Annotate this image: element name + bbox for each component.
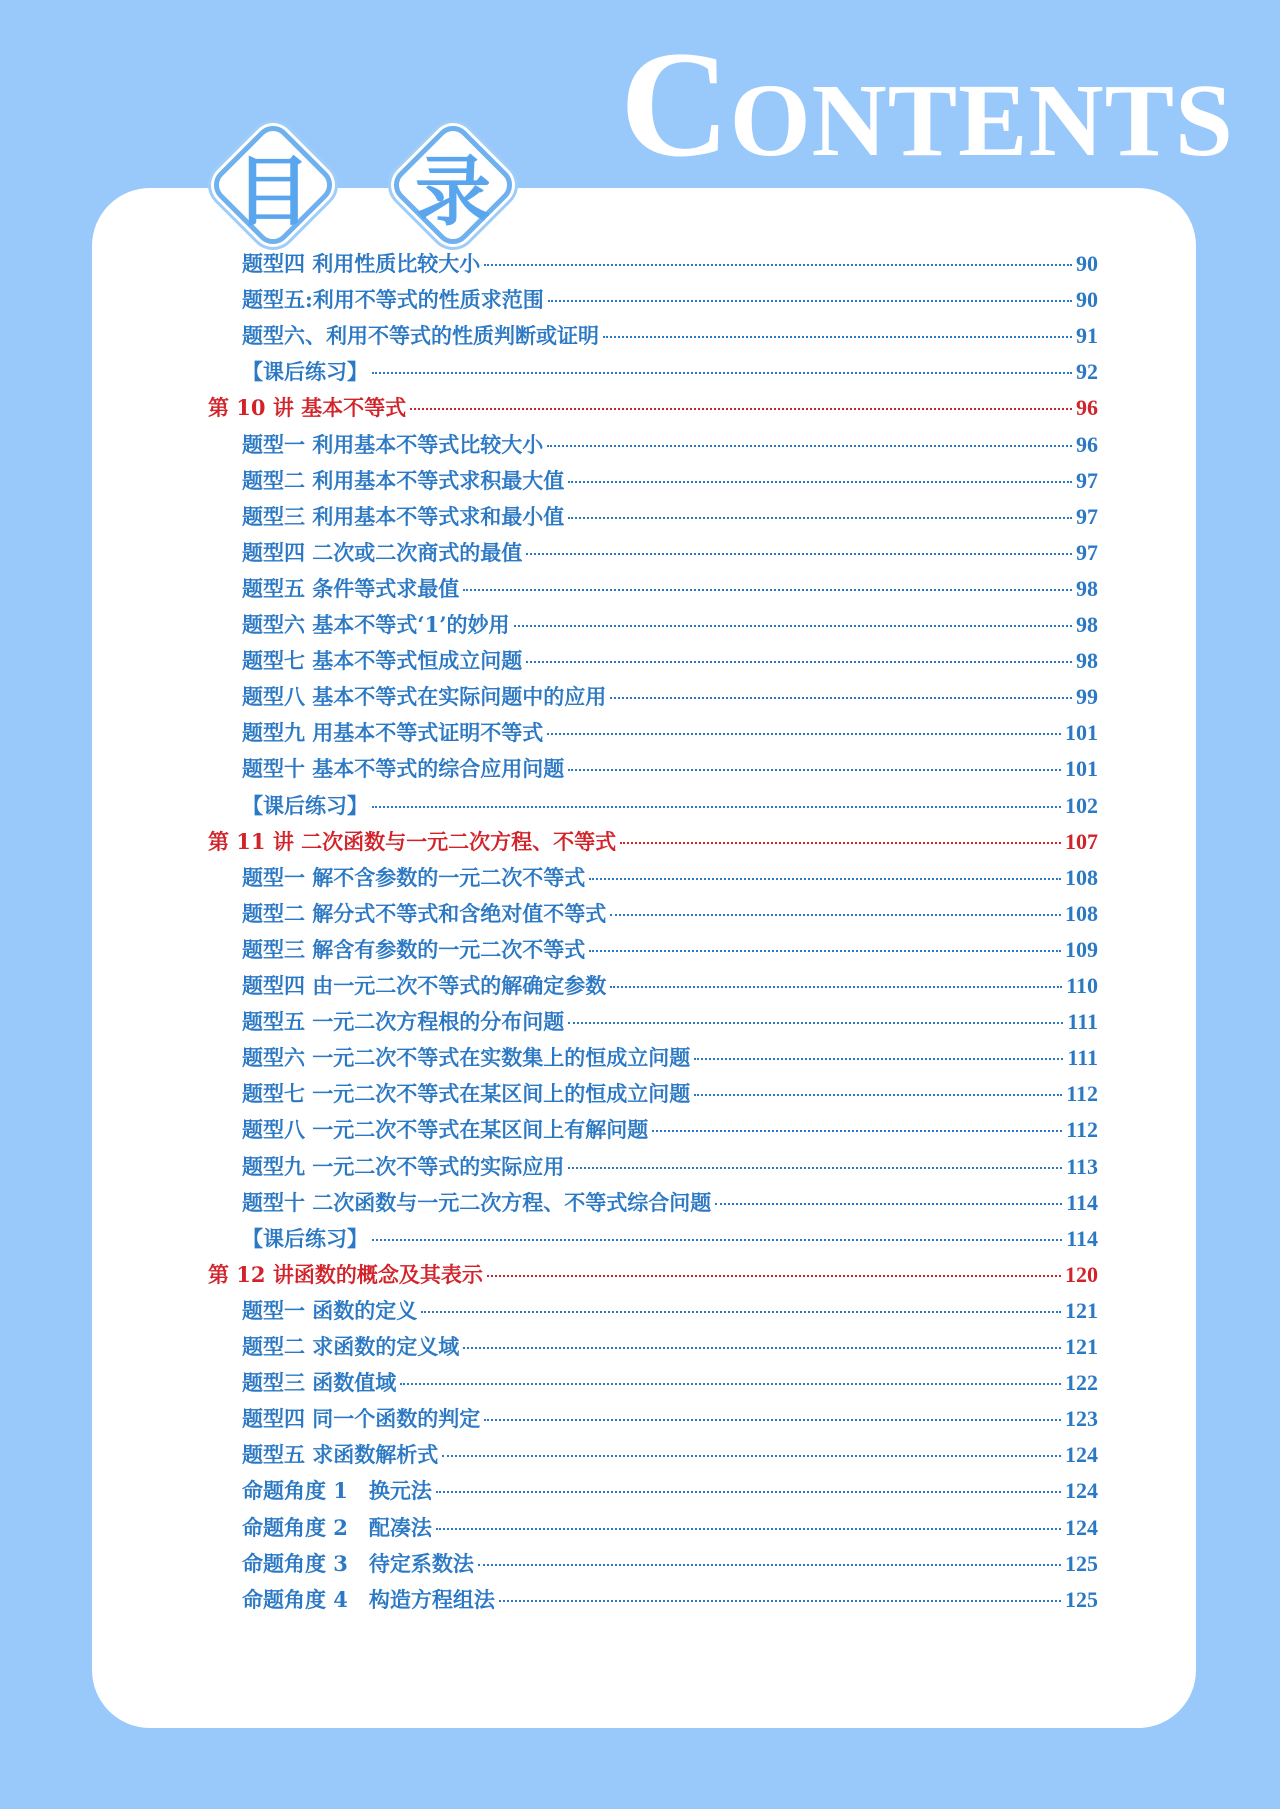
- toc-entry[interactable]: [242, 1295, 1098, 1325]
- toc-chapter-entry[interactable]: [208, 826, 1098, 856]
- toc-entry-page: 124: [1065, 1514, 1098, 1540]
- toc-entry[interactable]: [242, 429, 1098, 459]
- dot-leader: [568, 1167, 1062, 1169]
- dot-leader: [372, 806, 1061, 808]
- badge-lu-text: 录: [415, 146, 491, 236]
- toc-entry-label: 题型十 二次函数与一元二次方程、不等式综合问题: [242, 1189, 712, 1215]
- toc-entry-page: 90: [1076, 287, 1098, 313]
- toc-entry[interactable]: [242, 1151, 1098, 1181]
- toc-entry-label: 题型四 由一元二次不等式的解确定参数: [242, 973, 607, 998]
- dot-leader: [410, 408, 1072, 410]
- toc-entry-label: 题型八 一元二次不等式在某区间上有解问题: [242, 1117, 649, 1143]
- toc-entry[interactable]: [242, 1223, 1098, 1253]
- toc-entry-page: 98: [1076, 612, 1098, 637]
- toc-entry[interactable]: [242, 1331, 1098, 1361]
- toc-entry[interactable]: [242, 284, 1098, 314]
- dot-leader: [499, 1600, 1061, 1602]
- toc-entry-label: 【课后练习】: [242, 1225, 368, 1251]
- toc-entry-page: 111: [1067, 1045, 1098, 1071]
- badge-mu: [210, 122, 336, 248]
- toc-entry-page: 125: [1065, 1586, 1098, 1612]
- toc-entry-label: 第 11 讲 二次函数与一元二次方程、不等式: [208, 828, 617, 854]
- toc-entry-page: 121: [1065, 1297, 1098, 1323]
- dot-leader: [589, 950, 1061, 952]
- dot-leader: [694, 1058, 1063, 1060]
- toc-entry-page: 107: [1065, 828, 1098, 854]
- contents-title: [620, 20, 1234, 188]
- toc-entry[interactable]: [242, 1187, 1098, 1217]
- dot-leader: [484, 264, 1072, 266]
- toc-entry-page: 97: [1076, 467, 1098, 493]
- contents-title-initial: C: [620, 20, 730, 188]
- toc-entry-label: 题型四 利用性质比较大小: [242, 251, 481, 276]
- toc-entry[interactable]: [242, 717, 1098, 747]
- toc-entry-label: 题型十 基本不等式的综合应用问题: [242, 756, 565, 782]
- toc-entry[interactable]: [242, 1078, 1098, 1108]
- toc-entry-label: 题型一 利用基本不等式比较大小: [242, 431, 544, 457]
- toc-entry-page: 92: [1076, 359, 1098, 385]
- toc-entry-label: 题型五:利用不等式的性质求范围: [242, 287, 544, 313]
- dot-leader: [526, 661, 1072, 663]
- toc-entry-page: 112: [1066, 1117, 1098, 1143]
- toc-entry[interactable]: [242, 1548, 1098, 1578]
- dot-leader: [442, 1455, 1061, 1457]
- toc-entry[interactable]: [242, 1403, 1098, 1433]
- toc-entry-label: 命题角度 4 构造方程组法: [242, 1586, 495, 1612]
- toc-entry-label: 题型六、利用不等式的性质判断或证明: [242, 323, 599, 349]
- toc-entry-page: 98: [1076, 648, 1098, 674]
- toc-entry-page: 125: [1065, 1550, 1098, 1576]
- toc-entry[interactable]: [242, 248, 1098, 278]
- dot-leader: [400, 1383, 1061, 1385]
- toc-entry-label: 题型四 同一个函数的判定: [242, 1406, 481, 1432]
- toc-entry-page: 96: [1076, 395, 1098, 421]
- dot-leader: [610, 697, 1072, 699]
- toc-entry[interactable]: [242, 790, 1098, 820]
- toc-entry-label: 题型六 一元二次不等式在实数集上的恒成立问题: [242, 1045, 691, 1071]
- toc-entry-label: 题型一 解不含参数的一元二次不等式: [242, 864, 586, 890]
- toc-entry[interactable]: [242, 1367, 1098, 1397]
- toc-entry-page: 112: [1066, 1081, 1098, 1107]
- toc-entry-label: 【课后练习】: [242, 359, 368, 385]
- dot-leader: [620, 842, 1061, 844]
- toc-entry-page: 91: [1076, 323, 1098, 349]
- toc-entry-page: 101: [1065, 756, 1098, 782]
- toc-entry-page: 110: [1066, 973, 1098, 998]
- toc-entry-label: 题型七 基本不等式恒成立问题: [242, 648, 523, 674]
- toc-entry-page: 124: [1065, 1478, 1098, 1504]
- toc-entry-page: 122: [1065, 1370, 1098, 1396]
- dot-leader: [652, 1130, 1062, 1132]
- toc-entry-label: 题型五 条件等式求最值: [242, 575, 460, 601]
- dot-leader: [526, 553, 1072, 555]
- toc-entry-page: 90: [1076, 251, 1098, 276]
- toc-entry[interactable]: [242, 573, 1098, 603]
- toc-entry[interactable]: [242, 320, 1098, 350]
- toc-chapter-entry[interactable]: [208, 392, 1098, 422]
- dot-leader: [610, 986, 1062, 988]
- dot-leader: [548, 300, 1072, 302]
- toc-entry[interactable]: [242, 1042, 1098, 1072]
- dot-leader: [421, 1311, 1061, 1313]
- toc-entry[interactable]: [242, 753, 1098, 783]
- toc-entry-label: 题型六 基本不等式‘1’的妙用: [242, 612, 510, 637]
- toc-entry[interactable]: [242, 501, 1098, 531]
- toc-entry-page: 96: [1076, 431, 1098, 457]
- toc-entry[interactable]: [242, 898, 1098, 928]
- toc-entry[interactable]: [242, 1512, 1098, 1542]
- toc-entry[interactable]: [242, 609, 1098, 639]
- toc-entry-page: 102: [1065, 792, 1098, 818]
- toc-entry[interactable]: [242, 356, 1098, 386]
- badge-lu: [390, 122, 516, 248]
- toc-entry-page: 108: [1065, 900, 1098, 926]
- toc-entry[interactable]: [242, 1439, 1098, 1469]
- toc-entry-label: 题型一 函数的定义: [242, 1297, 418, 1323]
- toc-entry[interactable]: [242, 1475, 1098, 1505]
- dot-leader: [547, 733, 1061, 735]
- toc-entry-page: 114: [1066, 1225, 1098, 1251]
- toc-entry-page: 120: [1065, 1261, 1098, 1287]
- toc-entry-page: 109: [1065, 936, 1098, 962]
- toc-entry-label: 【课后练习】: [242, 792, 368, 818]
- toc-entry-page: 97: [1076, 539, 1098, 565]
- toc-entry[interactable]: [242, 681, 1098, 711]
- toc-entry-label: 题型二 利用基本不等式求积最大值: [242, 467, 565, 493]
- dot-leader: [547, 445, 1072, 447]
- dot-leader: [568, 1022, 1063, 1024]
- toc-entry-label: 第 12 讲函数的概念及其表示: [208, 1261, 483, 1287]
- toc-entry[interactable]: [242, 1006, 1098, 1036]
- toc-entry[interactable]: [242, 1584, 1098, 1614]
- toc-chapter-entry[interactable]: [208, 1259, 1098, 1289]
- toc-entry-label: 命题角度 3 待定系数法: [242, 1550, 474, 1576]
- toc-entry[interactable]: [242, 934, 1098, 964]
- toc-entry-page: 124: [1065, 1442, 1098, 1468]
- toc-entry-label: 题型七 一元二次不等式在某区间上的恒成立问题: [242, 1081, 691, 1107]
- toc-entry-label: 题型二 求函数的定义域: [242, 1334, 460, 1359]
- toc-entry[interactable]: [242, 970, 1098, 1000]
- badge-mu-text: 目: [235, 146, 311, 236]
- toc-entry-label: 题型四 二次或二次商式的最值: [242, 539, 523, 565]
- dot-leader: [694, 1094, 1062, 1096]
- dot-leader: [589, 878, 1061, 880]
- toc-entry-page: 97: [1076, 503, 1098, 529]
- dot-leader: [436, 1528, 1061, 1530]
- dot-leader: [372, 372, 1072, 374]
- toc-entry-label: 第 10 讲 基本不等式: [208, 395, 407, 421]
- toc-entry-page: 98: [1076, 575, 1098, 601]
- contents-title-rest: ONTENTS: [729, 63, 1234, 178]
- toc-entry-label: 题型五 求函数解析式: [242, 1442, 439, 1468]
- toc-entry-label: 命题角度 1 换元法: [242, 1478, 432, 1504]
- dot-leader: [487, 1275, 1061, 1277]
- toc-entry-label: 命题角度 2 配凑法: [242, 1514, 432, 1540]
- toc-entry-page: 101: [1065, 720, 1098, 746]
- dot-leader: [478, 1564, 1061, 1566]
- dot-leader: [603, 336, 1072, 338]
- dot-leader: [610, 914, 1061, 916]
- toc-entry-label: 题型三 函数值域: [242, 1370, 397, 1396]
- dot-leader: [463, 1347, 1061, 1349]
- toc-entry[interactable]: [242, 862, 1098, 892]
- dot-leader: [372, 1239, 1062, 1241]
- toc-entry-label: 题型九 用基本不等式证明不等式: [242, 720, 544, 746]
- toc-entry-page: 99: [1076, 684, 1098, 710]
- toc-entry[interactable]: [242, 465, 1098, 495]
- dot-leader: [715, 1203, 1062, 1205]
- dot-leader: [514, 625, 1072, 627]
- toc-entry-page: 123: [1065, 1406, 1098, 1432]
- toc-entry[interactable]: [242, 1114, 1098, 1144]
- toc-entry-page: 121: [1065, 1334, 1098, 1359]
- toc-entry-page: 113: [1066, 1153, 1098, 1179]
- toc-entry-label: 题型八 基本不等式在实际问题中的应用: [242, 684, 607, 710]
- dot-leader: [484, 1419, 1061, 1421]
- toc-entry-page: 111: [1067, 1009, 1098, 1035]
- dot-leader: [568, 481, 1072, 483]
- toc-entry-label: 题型九 一元二次不等式的实际应用: [242, 1153, 565, 1179]
- dot-leader: [568, 769, 1061, 771]
- toc-entry[interactable]: [242, 645, 1098, 675]
- toc-entry-page: 108: [1065, 864, 1098, 890]
- toc-entry[interactable]: [242, 537, 1098, 567]
- dot-leader: [436, 1491, 1061, 1493]
- toc-entry-label: 题型三 解含有参数的一元二次不等式: [242, 936, 586, 962]
- dot-leader: [568, 517, 1072, 519]
- toc-entry-label: 题型二 解分式不等式和含绝对值不等式: [242, 900, 607, 926]
- dot-leader: [463, 589, 1072, 591]
- toc-entry-label: 题型三 利用基本不等式求和最小值: [242, 503, 565, 529]
- toc-entry-page: 114: [1066, 1189, 1098, 1215]
- toc-entry-label: 题型五 一元二次方程根的分布问题: [242, 1009, 565, 1035]
